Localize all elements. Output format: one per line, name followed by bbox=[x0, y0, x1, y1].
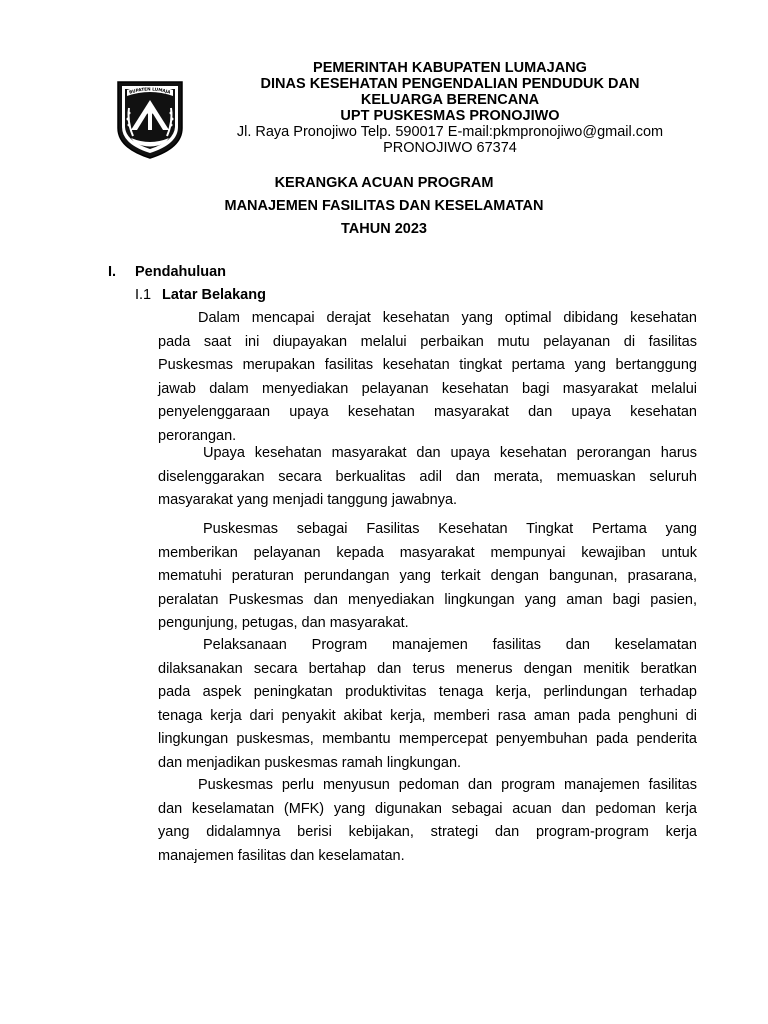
paragraph-1 bbox=[158, 307, 697, 449]
letterhead-city: PRONOJIWO 67374 bbox=[383, 140, 517, 156]
paragraph-2 bbox=[158, 442, 697, 513]
paragraph-line: penyelenggaraan upaya kesehatan masyarakat dan upaya kesehatan bbox=[158, 404, 697, 421]
paragraph-line: masyarakat yang menjadi tanggung jawabnya. bbox=[158, 492, 458, 509]
paragraph-line: manajemen fasilitas dan keselamatan. bbox=[158, 847, 405, 864]
letterhead bbox=[200, 60, 700, 156]
paragraph-5 bbox=[158, 774, 697, 868]
paragraph-line: tenaga kerja dari penyakit akibat kerja, memberi rasa aman pada penghuni di bbox=[158, 707, 697, 724]
paragraph-line: pada saat ini diupayakan melalui perbaikan mutu pelayanan di fasilitas bbox=[158, 333, 697, 350]
paragraph-line: peralatan Puskesmas dan menyediakan lingkungan yang aman bagi pasien, bbox=[158, 591, 697, 608]
paragraph-4 bbox=[158, 634, 697, 776]
title-line-2: MANAJEMEN FASILITAS DAN KESELAMATAN bbox=[224, 198, 544, 214]
paragraph-line: diselenggarakan secara berkualitas adil dan merata, memuaskan seluruh bbox=[158, 468, 697, 485]
title-line-3: TAHUN 2023 bbox=[341, 221, 427, 237]
letterhead-department: DINAS KESEHATAN PENGENDALIAN PENDUDUK DAN bbox=[260, 76, 640, 92]
paragraph-line: Puskesmas merupakan fasilitas kesehatan tingkat pertama yang bertanggung bbox=[158, 357, 697, 374]
lumajang-regency-emblem-icon bbox=[115, 80, 185, 160]
paragraph-line: dan keselamatan (MFK) yang digunakan sebagai acuan dan pedoman kerja bbox=[158, 800, 697, 817]
paragraph-line: dilaksanakan secara bertahap dan terus menerus dengan menitik beratkan bbox=[158, 660, 697, 677]
letterhead-government: PEMERINTAH KABUPATEN LUMAJANG bbox=[313, 60, 587, 76]
paragraph-line: Pelaksanaan Program manajemen fasilitas dan keselamatan bbox=[203, 637, 697, 653]
paragraph-line: lingkungan puskesmas, membantu mempercepat penyembuhan pada penderita bbox=[158, 731, 697, 748]
title-line-1: KERANGKA ACUAN PROGRAM bbox=[274, 175, 494, 191]
subsection-number: I.1 bbox=[135, 287, 152, 303]
paragraph-line: Upaya kesehatan masyarakat dan upaya kesehatan perorangan harus bbox=[203, 445, 697, 461]
subsection-heading: Latar Belakang bbox=[162, 287, 266, 303]
document-title bbox=[0, 172, 768, 241]
paragraph-line: jawab dalam menyediakan pelayanan kesehatan bagi masyarakat melalui bbox=[158, 380, 697, 397]
paragraph-line: Puskesmas perlu menyusun pedoman dan program manajemen fasilitas bbox=[198, 777, 697, 793]
paragraph-line: dan menjadikan puskesmas ramah lingkungan. bbox=[158, 754, 462, 771]
section-heading: Pendahuluan bbox=[135, 264, 227, 280]
emblem-banner-text: BUPATEN LUMAJA bbox=[128, 86, 172, 95]
letterhead-department-cont: KELUARGA BERENCANA bbox=[360, 92, 540, 108]
paragraph-line: Dalam mencapai derajat kesehatan yang optimal dibidang kesehatan bbox=[198, 310, 697, 326]
letterhead-address: Jl. Raya Pronojiwo Telp. 590017 E-mail:pkmpronojiwo@gmail.com bbox=[236, 124, 664, 140]
paragraph-3 bbox=[158, 518, 697, 636]
paragraph-line: pada aspek peningkatan produktivitas tenaga kerja, perlindungan terhadap bbox=[158, 684, 697, 701]
paragraph-line: yang didalamnya berisi kebijakan, strategi dan program-program kerja bbox=[158, 824, 697, 841]
paragraph-line: pengunjung, petugas, dan masyarakat. bbox=[158, 615, 409, 632]
paragraph-line: memberikan pelayanan kepada masyarakat mempunyai kewajiban untuk bbox=[158, 544, 697, 561]
paragraph-line: perorangan. bbox=[158, 427, 237, 444]
letterhead-unit: UPT PUSKESMAS PRONOJIWO bbox=[340, 108, 560, 124]
section-number: I. bbox=[108, 264, 117, 280]
paragraph-line: Puskesmas sebagai Fasilitas Kesehatan Tingkat Pertama yang bbox=[203, 521, 697, 537]
paragraph-line: mematuhi peraturan perundangan yang terkait dengan bangunan, prasarana, bbox=[158, 568, 697, 585]
